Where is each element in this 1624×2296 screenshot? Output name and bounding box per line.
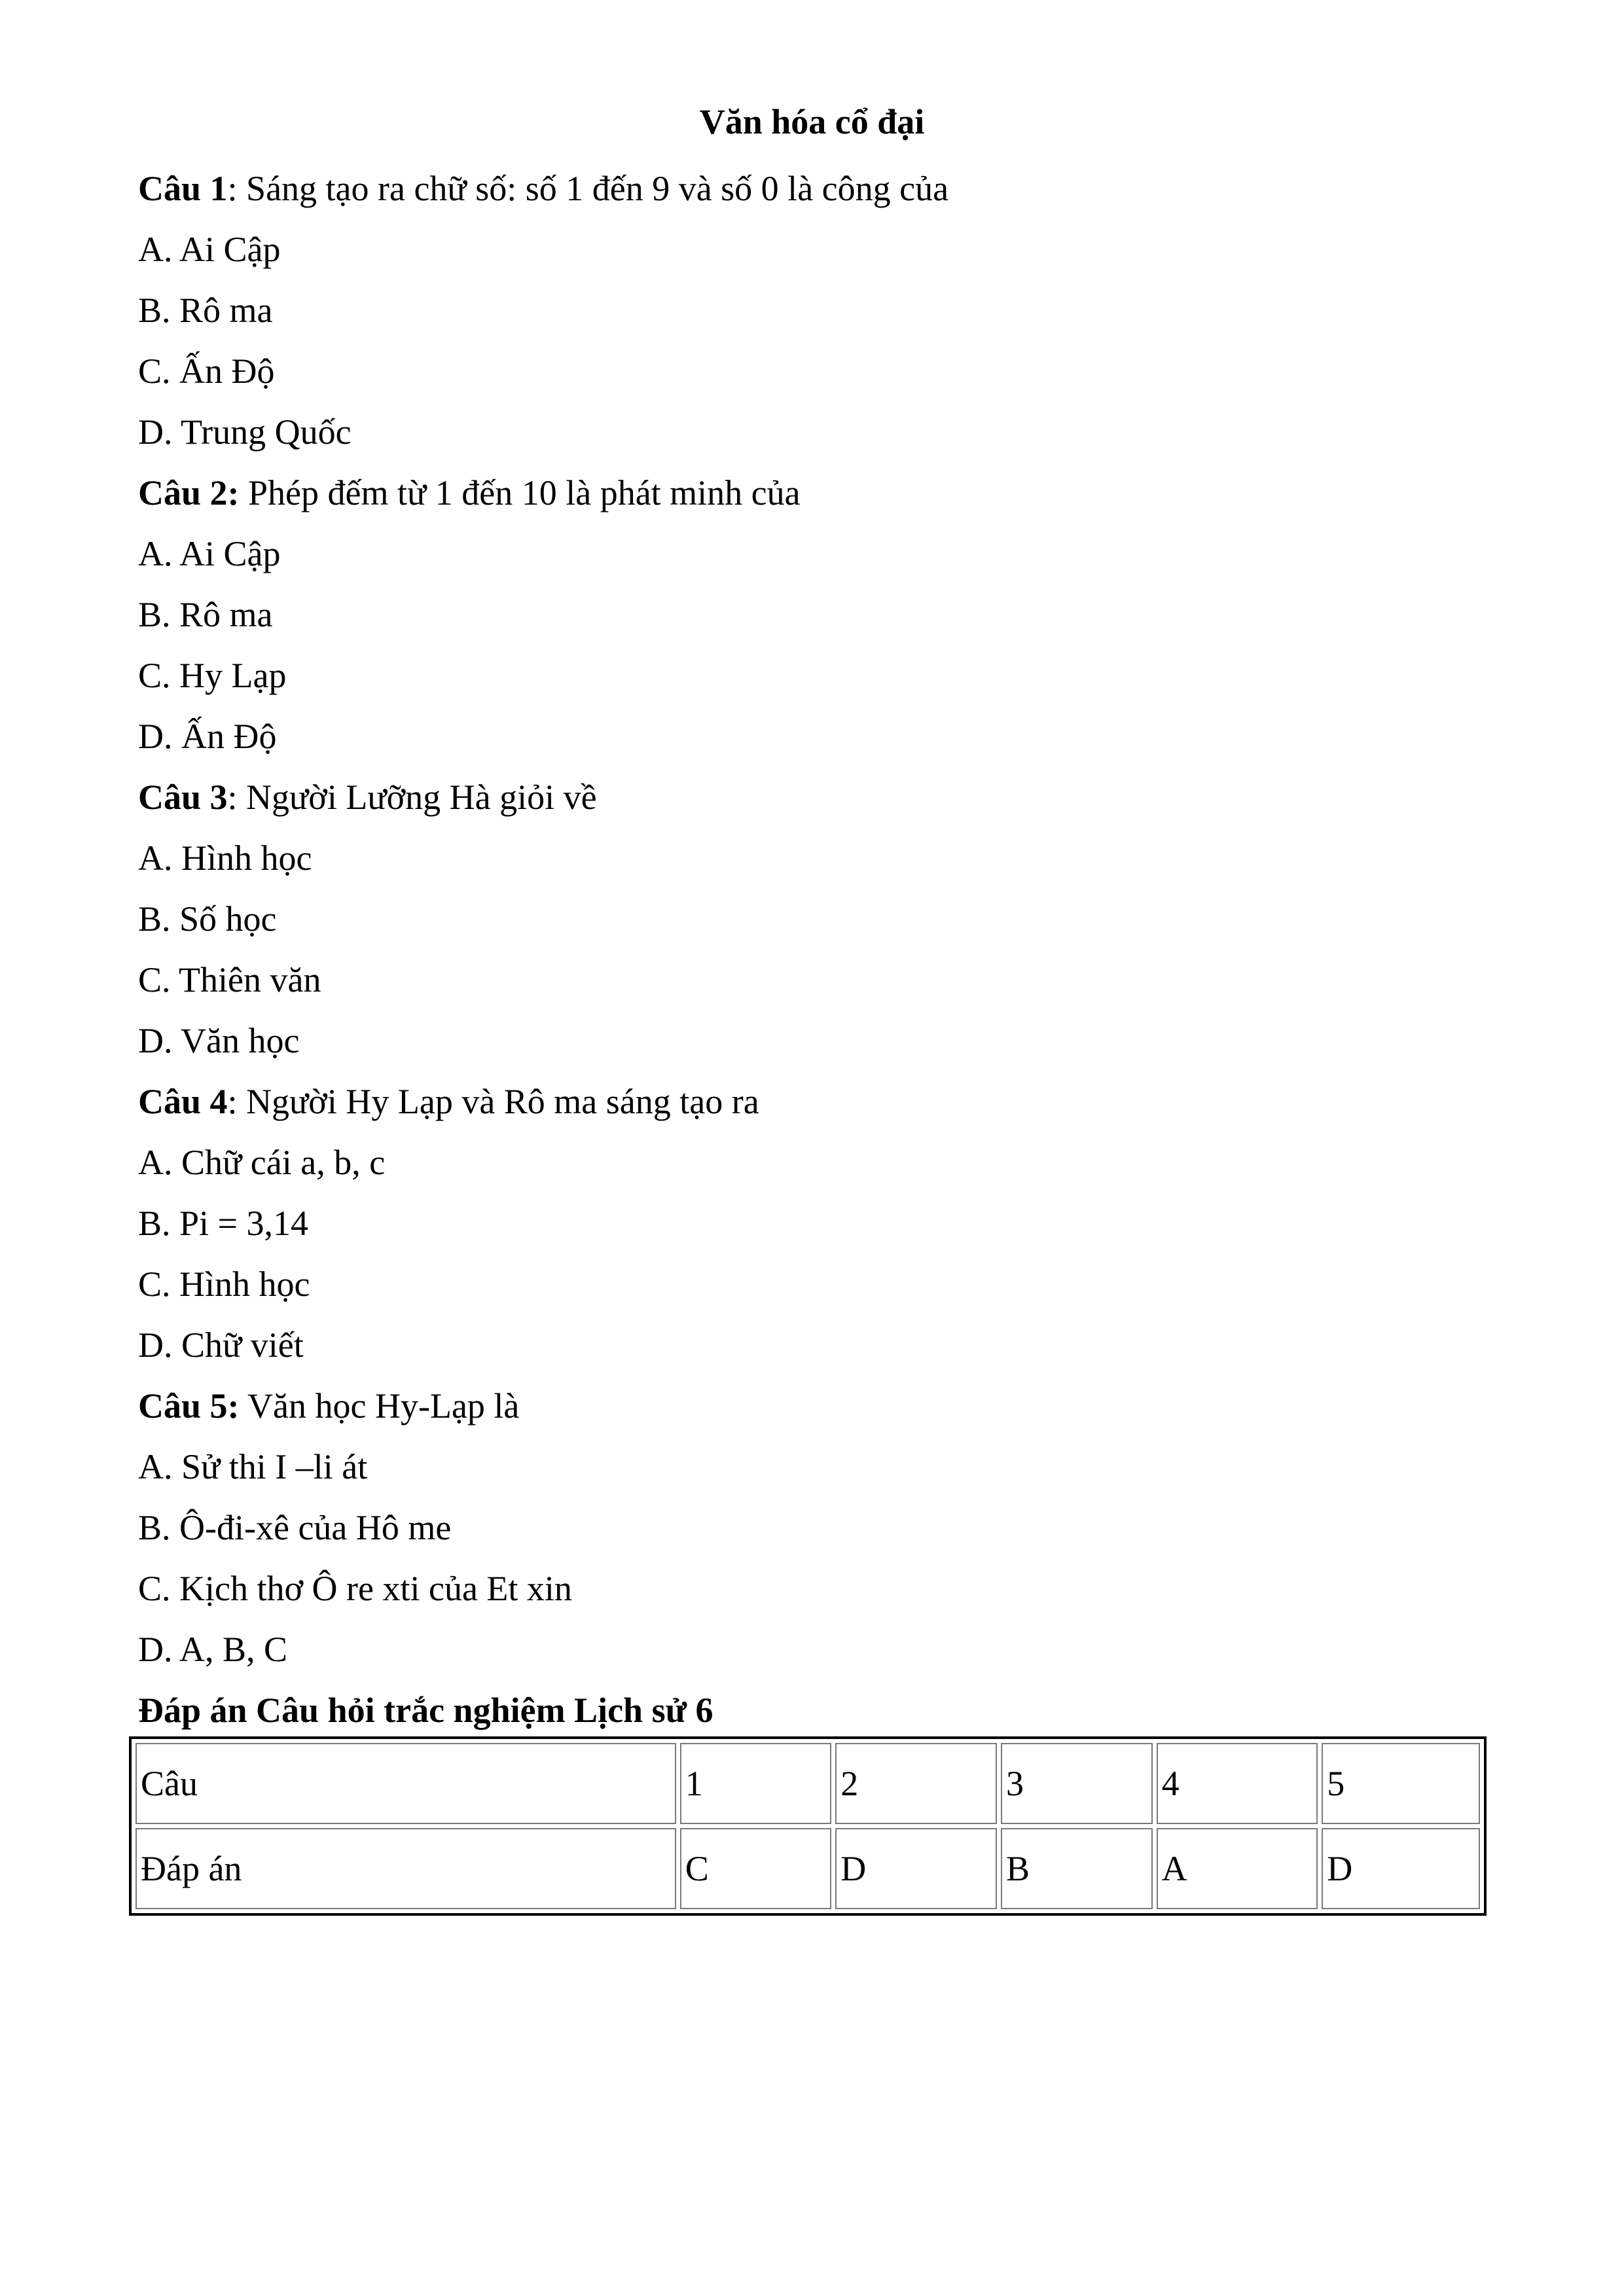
table-cell: 4 <box>1157 1743 1318 1824</box>
question-separator: : <box>227 169 247 208</box>
table-cell: D <box>835 1828 997 1909</box>
question-separator <box>240 1386 248 1426</box>
question-1-option-c: C. Ấn Độ <box>138 351 275 391</box>
question-text: Phép đếm từ 1 đến 10 là phát minh của <box>248 473 801 512</box>
question-3-option-c: C. Thiên văn <box>138 960 321 999</box>
question-3-option-d: D. Văn học <box>138 1021 300 1060</box>
question-label: Câu 4 <box>138 1082 228 1121</box>
document-title: Văn hóa cổ đại <box>699 102 925 141</box>
question-4-option-c: C. Hình học <box>138 1265 310 1304</box>
table-cell: 1 <box>680 1743 832 1824</box>
question-5-option-a: A. Sử thi I –li át <box>138 1447 368 1486</box>
question-separator <box>240 473 249 512</box>
question-3-option-a: A. Hình học <box>138 838 312 878</box>
question-2-option-c: C. Hy Lạp <box>138 656 287 695</box>
question-text: Người Hy Lạp và Rô ma sáng tạo ra <box>246 1082 759 1121</box>
table-cell: D <box>1322 1828 1480 1909</box>
question-label: Câu 5: <box>138 1386 240 1426</box>
question-1 <box>138 158 1487 219</box>
question-3-option-b: B. Số học <box>138 899 277 939</box>
table-cell: Câu <box>135 1743 676 1824</box>
question-4-option-d: D. Chữ viết <box>138 1325 304 1365</box>
table-cell: Đáp án <box>135 1828 676 1909</box>
question-label: Câu 1 <box>138 169 228 208</box>
question-5-option-c: C. Kịch thơ Ô re xti của Et xin <box>138 1569 572 1608</box>
question-2 <box>138 463 1487 524</box>
question-text: Sáng tạo ra chữ số: số 1 đến 9 và số 0 là công của <box>246 169 949 208</box>
question-1-option-b: B. Rô ma <box>138 291 273 330</box>
question-1-option-a: A. Ai Cập <box>138 230 281 269</box>
question-2-option-b: B. Rô ma <box>138 595 273 634</box>
question-text: Người Lưỡng Hà giỏi về <box>246 778 597 817</box>
table-cell: 2 <box>835 1743 997 1824</box>
question-2-option-d: D. Ấn Độ <box>138 717 277 756</box>
table-cell: C <box>680 1828 832 1909</box>
table-cell: A <box>1157 1828 1318 1909</box>
question-4-option-a: A. Chữ cái a, b, c <box>138 1143 386 1182</box>
question-separator: : <box>227 1082 247 1121</box>
question-1-option-d: D. Trung Quốc <box>138 412 352 452</box>
table-cell: 5 <box>1322 1743 1480 1824</box>
question-label: Câu 3 <box>138 778 228 817</box>
question-3 <box>138 767 1487 828</box>
question-4 <box>138 1071 1487 1132</box>
table-cell: 3 <box>1001 1743 1153 1824</box>
question-text: Văn học Hy-Lạp là <box>247 1386 520 1426</box>
question-5-option-b: B. Ô-đi-xê của Hô me <box>138 1508 452 1547</box>
question-2-option-a: A. Ai Cập <box>138 534 281 573</box>
question-4-option-b: B. Pi = 3,14 <box>138 1204 309 1243</box>
question-5-option-d: D. A, B, C <box>138 1630 288 1669</box>
table-row-answers <box>135 1828 1480 1909</box>
answer-key-table <box>129 1736 1487 1916</box>
question-5 <box>138 1376 1487 1437</box>
quiz-content <box>138 158 1487 1741</box>
table-row-header <box>135 1743 1480 1824</box>
question-label: Câu 2: <box>138 473 240 512</box>
answer-key-title: Đáp án Câu hỏi trắc nghiệm Lịch sử 6 <box>138 1691 713 1730</box>
table-cell: B <box>1001 1828 1153 1909</box>
question-separator: : <box>227 778 247 817</box>
